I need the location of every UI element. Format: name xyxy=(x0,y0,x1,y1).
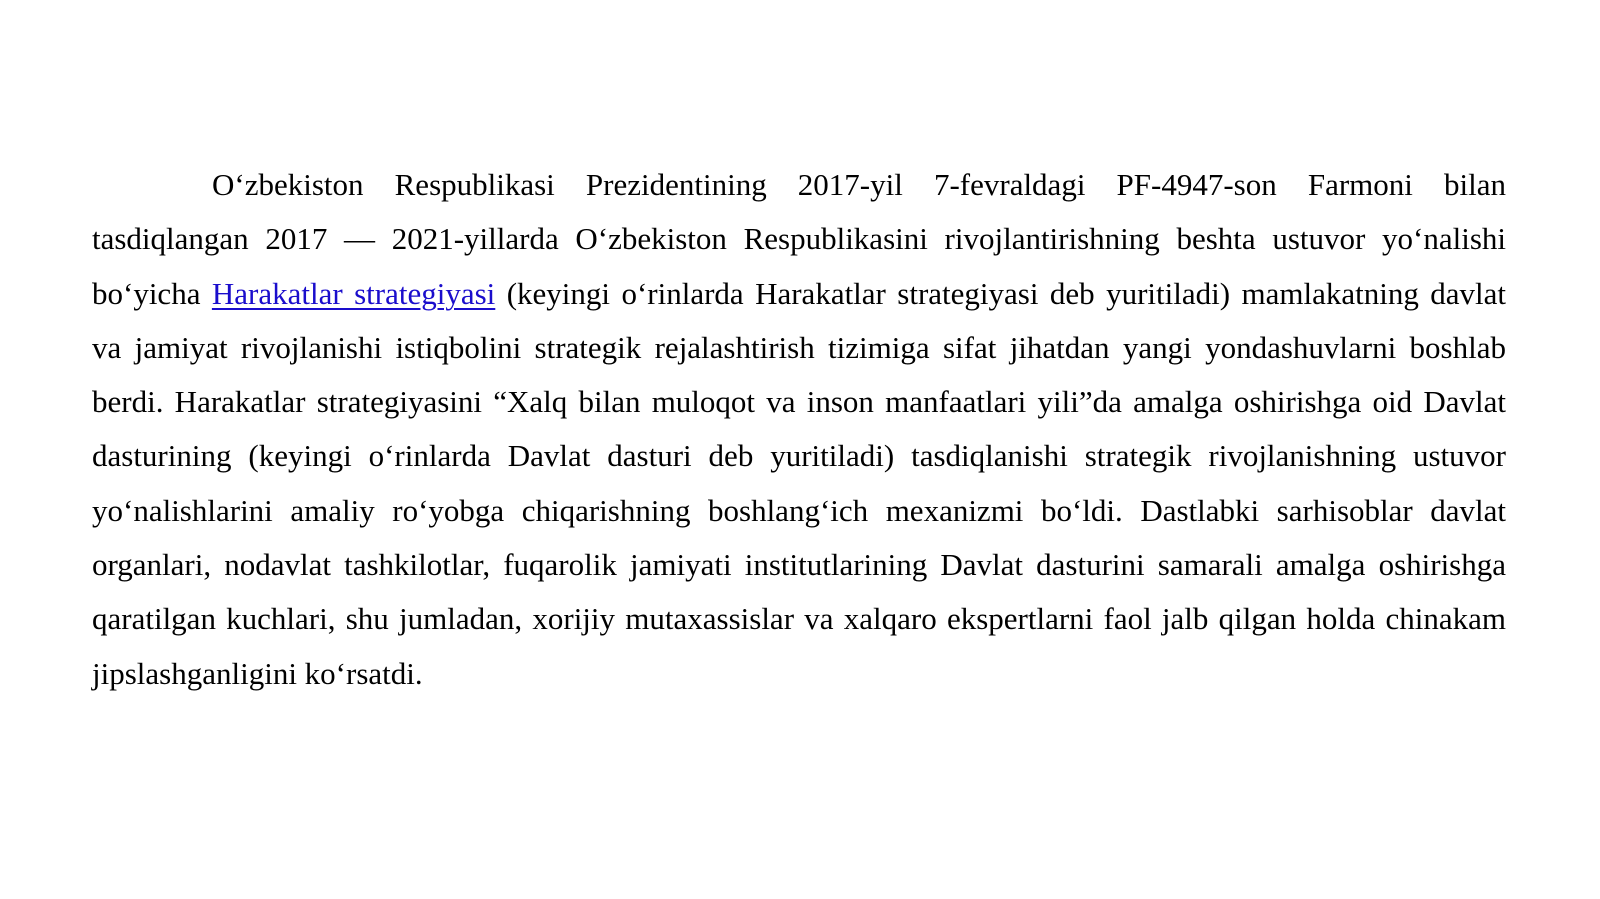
harakatlar-strategiyasi-link[interactable]: Harakatlar strategiyasi xyxy=(211,275,496,311)
paragraph-text-before-link: O‘zbekiston Respublikasi Prezidentining 2017-yil 7-fevraldagi PF-4947-son Farmoni bilan tasdiqlangan 2017 — 2021-yillarda O‘zbekiston Respublikasini rivojlantirishning beshta ustuvor yo‘nalishi bo‘yicha xyxy=(92,167,1506,311)
paragraph-text-after-link: (keyingi o‘rinlarda Harakatlar strategiyasi deb yuritiladi) mamlakatning davlat va jamiyat rivojlanishi istiqbolini strategik rejalashtirish tizimiga sifat jihatdan yangi yondashuvlarni boshlab berdi. Harakatlar strategiyasini “Xalq bilan muloqot va inson manfaatlari yili”da amalga oshirishga oid Davlat dasturining (keyingi o‘rinlarda Davlat dasturi deb yuritiladi) tasdiqlanishi strategik rivojlanishning ustuvor yo‘nalishlarini amaliy ro‘yobga chiqarishning boshlang‘ich mexanizmi bo‘ldi. Dastlabki sarhisoblar davlat organlari, nodavlat tashkilotlar, fuqarolik jamiyati institutlarining Davlat dasturini samarali amalga oshirishga qaratilgan kuchlari, shu jumladan, xorijiy mutaxassislar va xalqaro ekspertlarni faol jalb qilgan holda chinakam jipslashganligini ko‘rsatdi. xyxy=(92,275,1506,691)
body-paragraph xyxy=(92,158,1506,701)
